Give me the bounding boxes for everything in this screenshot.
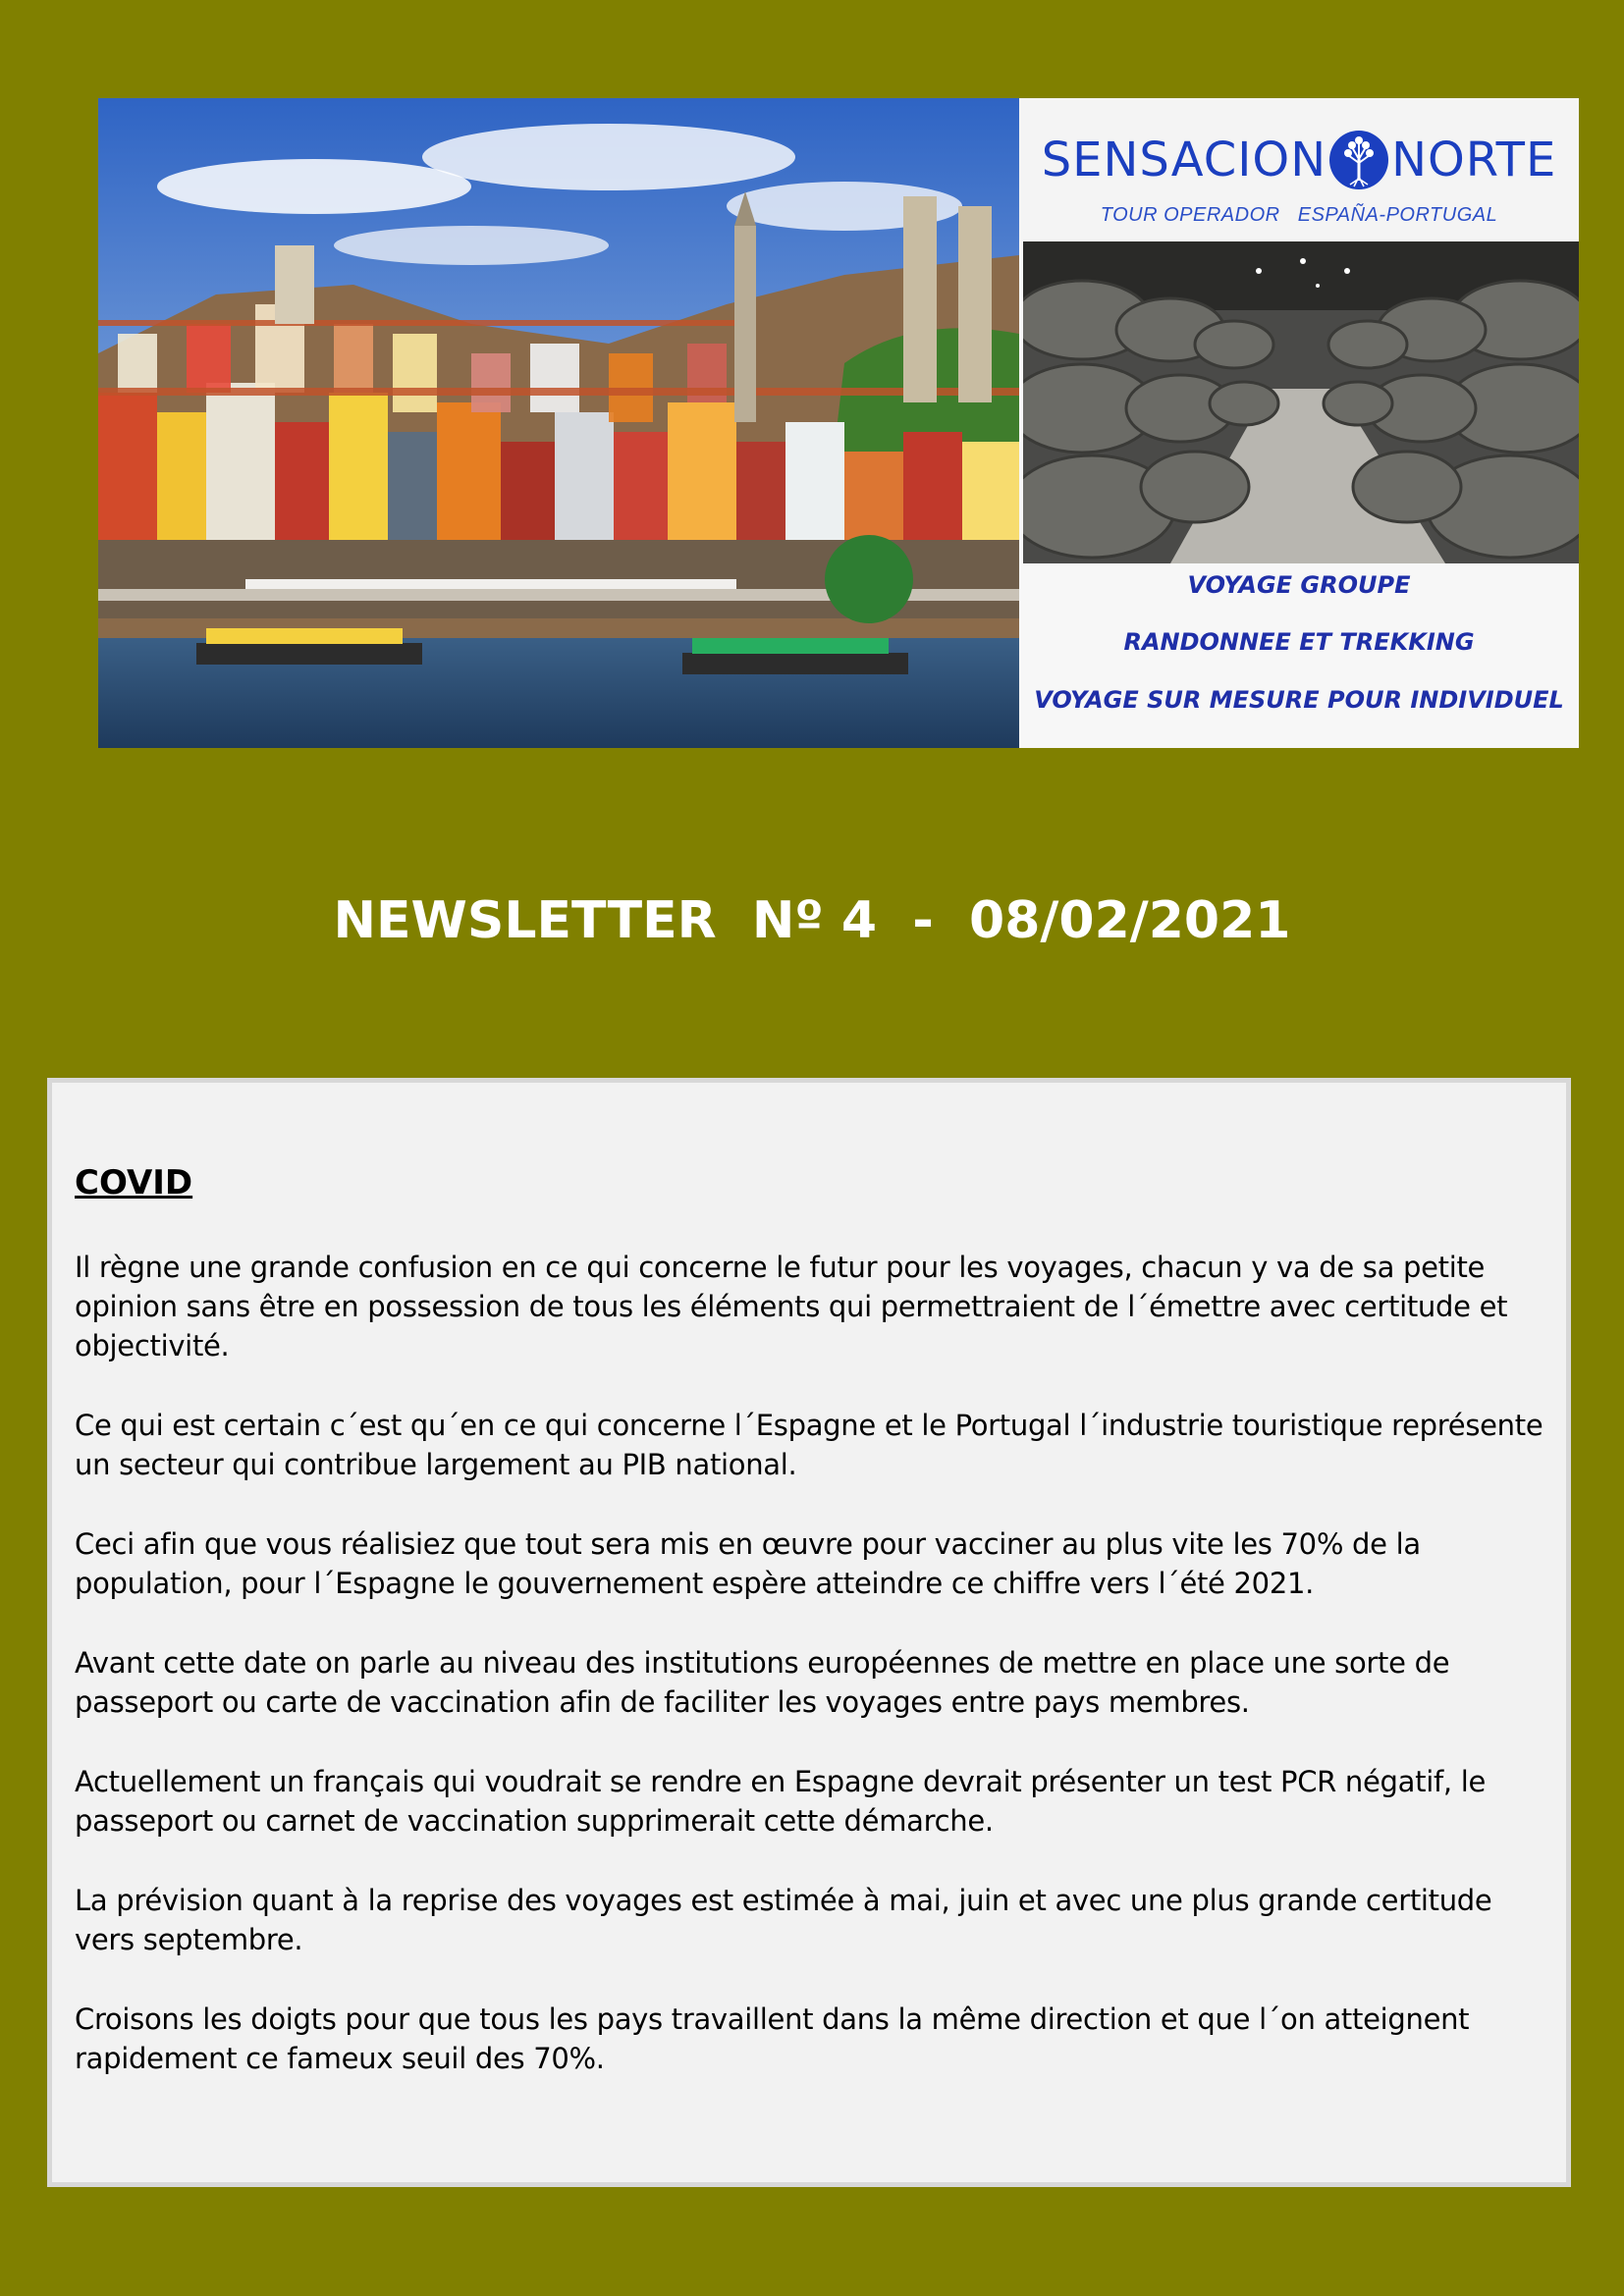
newsletter-title: NEWSLETTER Nº 4 - 08/02/2021 xyxy=(333,891,1291,950)
article-paragraph: Ceci afin que vous réalisiez que tout sera mis en œuvre pour vacciner au plus vite les 70% de la population, pour l´Espagne le gouvernement espère atteindre ce chiffre vers l´été 2021. xyxy=(75,1527,1421,1600)
logo-tagline: TOUR OPERADOR ESPAÑA-PORTUGAL xyxy=(1100,204,1498,226)
logo-name-right: NORTE xyxy=(1391,133,1557,187)
services-list xyxy=(1019,563,1579,748)
article-paragraph: Avant cette date on parle au niveau des institutions européennes de mettre en place une sorte de passeport ou carte de vaccination afin de faciliter les voyages entre pays membres. xyxy=(75,1646,1450,1719)
article-paragraph: Ce qui est certain c´est qu´en ce qui concerne l´Espagne et le Portugal l´industrie touristique représente un secteur qui contribue largement au PIB national. xyxy=(75,1409,1543,1481)
header-banner xyxy=(98,98,1579,748)
brand-panel xyxy=(1019,98,1579,748)
service-item: VOYAGE GROUPE xyxy=(1187,571,1411,599)
article-paragraph: La prévision quant à la reprise des voyages est estimée à mai, juin et avec une plus grande certitude vers septembre. xyxy=(75,1884,1492,1956)
porto-cityscape-photo xyxy=(98,98,1019,748)
wine-cellar-barrels-photo xyxy=(1023,241,1579,563)
article-paragraph: Actuellement un français qui voudrait se rendre en Espagne devrait présenter un test PCR négatif, le passeport ou carnet de vaccination supprimerait cette démarche. xyxy=(75,1765,1487,1838)
article-paragraph: Il règne une grande confusion en ce qui concerne le futur pour les voyages, chacun y va de sa petite opinion sans être en possession de tous les éléments qui permettraient de l´émettre avec certitude et objectivité. xyxy=(75,1251,1508,1362)
logo xyxy=(1019,98,1579,241)
article-box xyxy=(47,1078,1571,2187)
logo-wordmark xyxy=(1019,126,1579,194)
logo-name-left: SENSACION xyxy=(1041,133,1327,187)
article-body xyxy=(75,1248,1557,2118)
article-heading: COVID xyxy=(75,1163,193,1202)
article-paragraph: Croisons les doigts pour que tous les pays travaillent dans la même direction et que l´on atteignent rapidement ce fameux seuil des 70%. xyxy=(75,2002,1470,2075)
service-item: RANDONNEE ET TREKKING xyxy=(1123,628,1475,656)
service-item: VOYAGE SUR MESURE POUR INDIVIDUEL xyxy=(1034,686,1564,714)
tree-of-life-icon xyxy=(1328,130,1389,190)
